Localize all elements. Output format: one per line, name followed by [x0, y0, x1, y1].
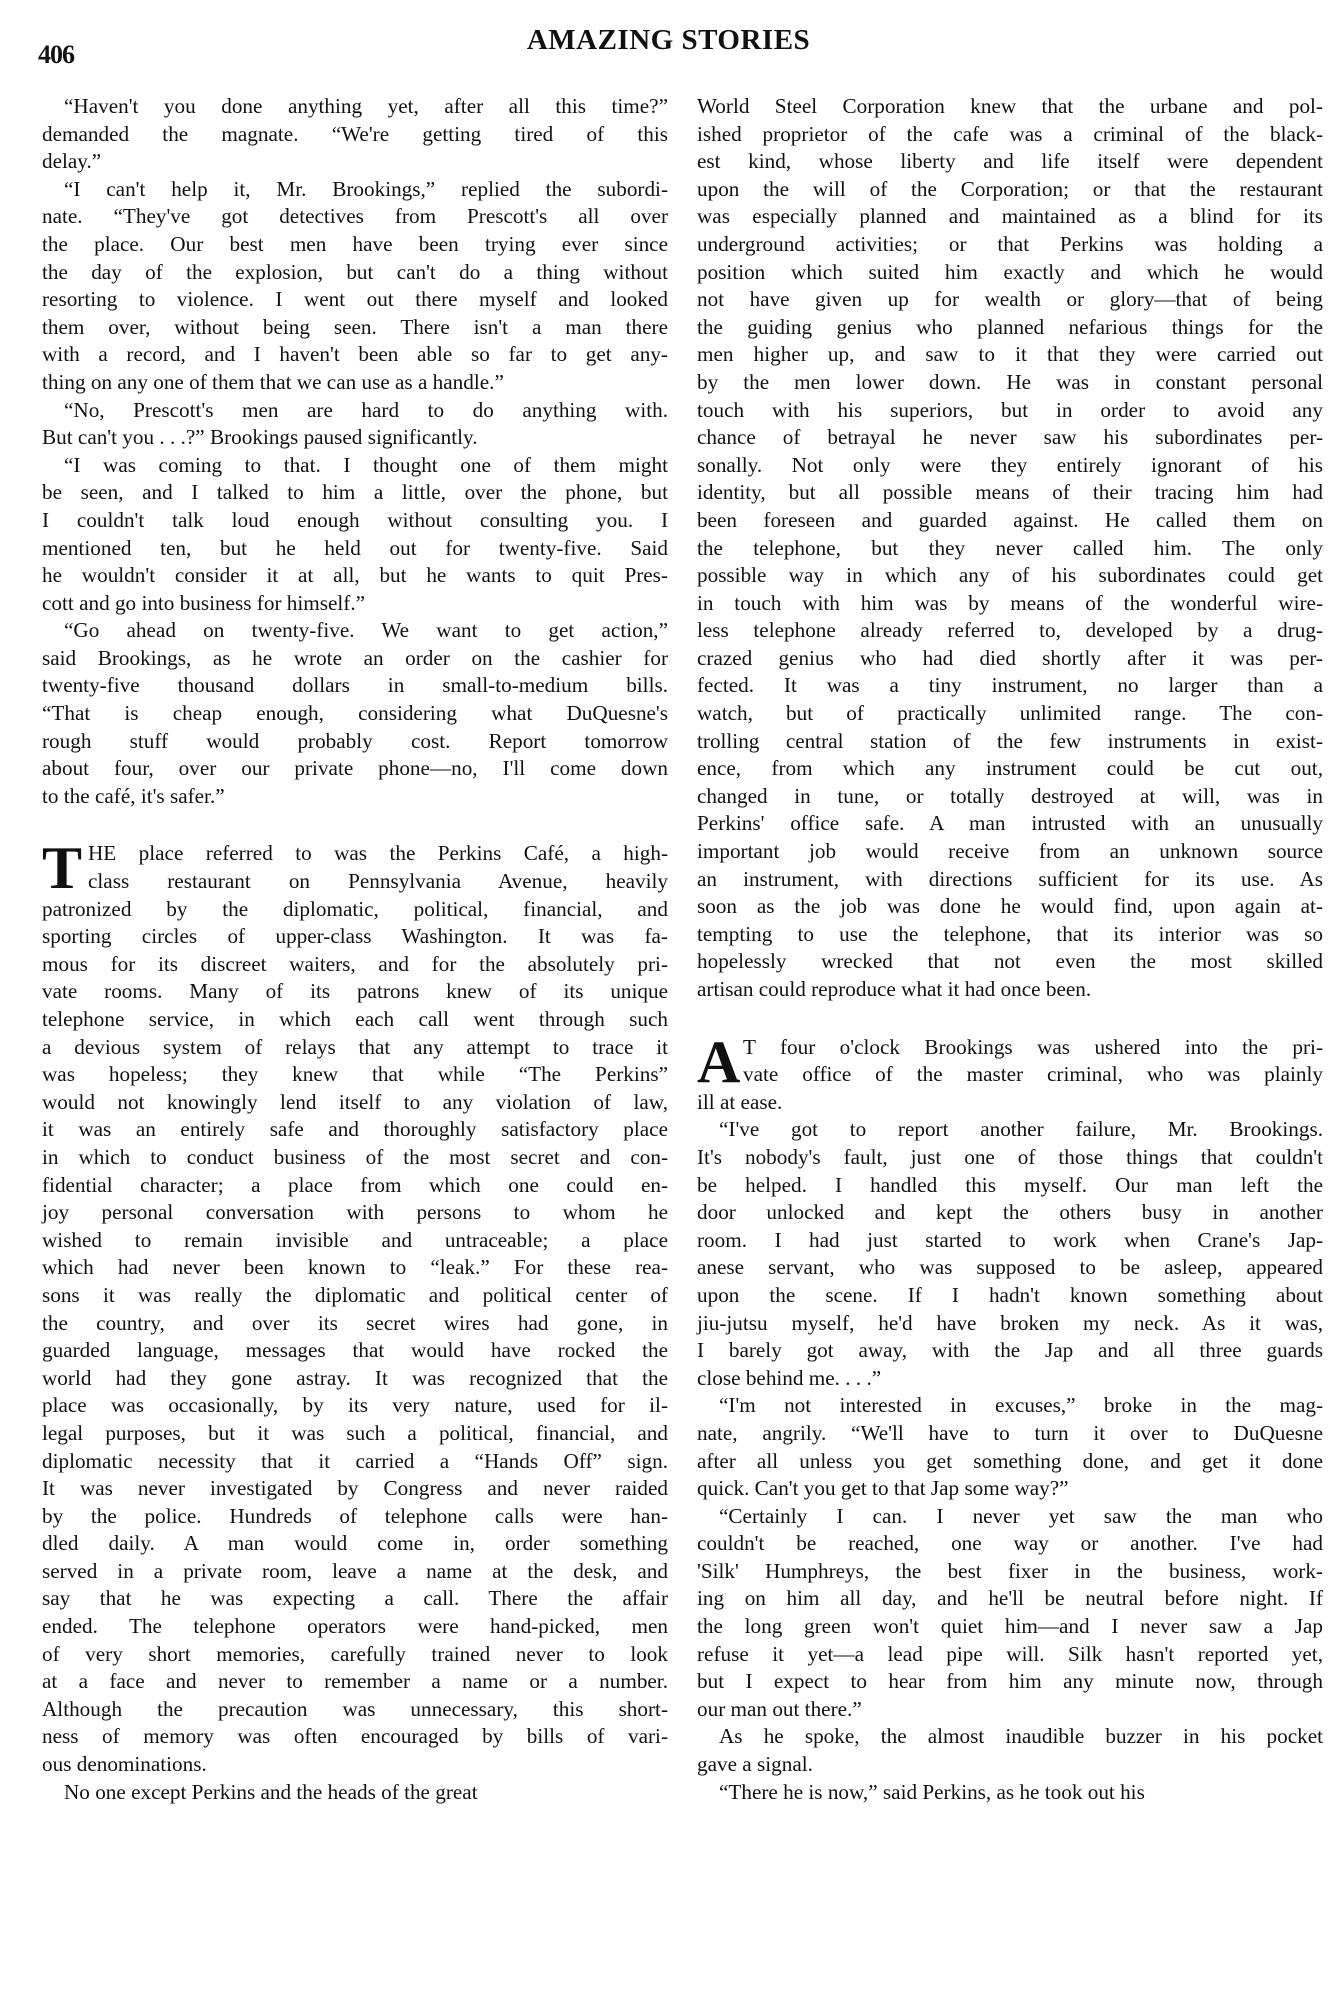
text-line: say that he was expecting a call. There the affair [42, 1586, 668, 1611]
text-line: touch with his superiors, but in order to avoid any [697, 397, 1323, 422]
text-line: room. I had just started to work when Crane's Jap- [697, 1227, 1323, 1252]
text-line: but I expect to hear from him any minute now, through [697, 1669, 1323, 1694]
text-line: jiu-jutsu myself, he'd have broken my neck. As it was, [697, 1310, 1323, 1335]
text-line: be seen, and I talked to him a little, over the phone, but [42, 480, 668, 505]
text-line: patronized by the diplomatic, political, financial, and [42, 896, 668, 921]
text-line: “Go ahead on twenty-five. We want to get action,” [64, 618, 668, 643]
text-line: changed in tune, or totally destroyed at will, was in [697, 783, 1323, 808]
text-line: identity, but all possible means of their tracing him had [697, 480, 1323, 505]
text-line: “Certainly I can. I never yet saw the man who [719, 1503, 1323, 1528]
text-line: legal purposes, but it was such a political, financial, and [42, 1420, 668, 1445]
text-line: the long green won't quiet him—and I never saw a Jap [697, 1614, 1323, 1639]
text-line: ing on him all day, and he'll be neutral before night. If [697, 1586, 1323, 1611]
text-line: been foreseen and guarded against. He called them on [697, 507, 1323, 532]
text-line: class restaurant on Pennsylvania Avenue, heavily [88, 869, 668, 894]
text-line: Although the precaution was unnecessary, this short- [42, 1696, 668, 1721]
text-line: he wouldn't consider it at all, but he wants to quit Pres- [42, 563, 668, 588]
text-line: fidential character; a place from which one could en- [42, 1172, 668, 1197]
text-line: would not knowingly lend itself to any violation of law, [42, 1089, 668, 1114]
text-line: tempting to use the telephone, that its interior was so [697, 921, 1323, 946]
left-block-2 [42, 835, 668, 1806]
text-line: to the café, it's safer.” [42, 783, 225, 808]
text-line: by the police. Hundreds of telephone calls were han- [42, 1503, 668, 1528]
right-block-2-lines [697, 1028, 1323, 1807]
text-line: place was occasionally, by its very nature, used for il- [42, 1393, 668, 1418]
text-line: guarded language, messages that would have rocked the [42, 1338, 668, 1363]
running-title: AMAZING STORIES [526, 24, 811, 56]
text-line: by the men lower down. He was in constant personal [697, 369, 1323, 394]
text-line: nate. “They've got detectives from Prescott's all over [42, 204, 668, 229]
text-line: ill at ease. [697, 1089, 783, 1114]
text-line: ished proprietor of the cafe was a criminal of the black- [697, 121, 1323, 146]
text-line: soon as the job was done he would find, upon again at- [697, 894, 1323, 919]
left-block-1 [42, 93, 668, 810]
drop-cap: T [42, 835, 83, 902]
text-line: upon the will of the Corporation; or that the restaurant [697, 176, 1323, 201]
text-line: thing on any one of them that we can use as a handle.” [42, 369, 504, 394]
text-line: trolling central station of the few instruments in exist- [697, 728, 1323, 753]
text-line: after all unless you get something done, and get it done [697, 1448, 1323, 1473]
text-line: “I've got to report another failure, Mr. Brookings. [719, 1117, 1323, 1142]
text-line: close behind me. . . .” [697, 1365, 882, 1390]
text-line: at a face and never to remember a name or a number. [42, 1669, 668, 1694]
text-line: quick. Can't you get to that Jap some way?” [697, 1476, 1069, 1501]
text-line: gave a signal. [697, 1752, 813, 1777]
text-line: said Brookings, as he wrote an order on the cashier for [42, 645, 668, 670]
text-line: No one except Perkins and the heads of the great [64, 1779, 478, 1804]
text-line: hopelessly wrecked that not even the most skilled [697, 949, 1323, 974]
text-line: it was an entirely safe and thoroughly satisfactory place [42, 1117, 668, 1142]
section-break [697, 1004, 1323, 1034]
text-line: vate rooms. Many of its patrons knew of its unique [42, 979, 668, 1004]
text-line: fected. It was a tiny instrument, no larger than a [697, 673, 1323, 698]
text-line: the telephone, but they never called him. The only [697, 535, 1323, 560]
text-line: vate office of the master criminal, who was plainly [743, 1062, 1323, 1087]
text-line: ended. The telephone operators were hand-picked, men [42, 1614, 668, 1639]
text-line: about four, over our private phone—no, I'll come down [42, 756, 668, 781]
text-line: It was never investigated by Congress and never raided [42, 1476, 668, 1501]
text-line: “Haven't you done anything yet, after all this time?” [64, 94, 668, 118]
text-line: I barely got away, with the Jap and all three guards [697, 1338, 1323, 1363]
text-line: the place. Our best men have been trying ever since [42, 231, 668, 256]
text-line: the guiding genius who planned nefarious things for the [697, 314, 1323, 339]
text-line: rough stuff would probably cost. Report tomorrow [42, 728, 668, 753]
text-line: delay.” [42, 149, 102, 174]
text-line: crazed genius who had died shortly after it was per- [697, 645, 1323, 670]
text-line: not have given up for wealth or glory—that of being [697, 287, 1323, 312]
text-line: “I can't help it, Mr. Brookings,” replied the subordi- [64, 176, 668, 201]
text-line: possible way in which any of his subordinates could get [697, 563, 1323, 588]
text-line: less telephone already referred to, developed by a drug- [697, 618, 1323, 643]
text-line: Perkins' office safe. A man intrusted with an unusually [697, 811, 1323, 836]
text-line: joy personal conversation with persons to whom he [42, 1200, 668, 1225]
text-line: chance of betrayal he never saw his subordinates per- [697, 425, 1323, 450]
text-line: couldn't be reached, one way or another. I've had [697, 1531, 1323, 1556]
text-line: anese servant, who was supposed to be asleep, appeared [697, 1255, 1323, 1280]
text-line: in which to conduct business of the most secret and con- [42, 1144, 668, 1169]
text-line: nate, angrily. “We'll have to turn it over to DuQuesne [697, 1420, 1323, 1445]
text-line: “There he is now,” said Perkins, as he took out his [719, 1779, 1145, 1804]
right-column [697, 93, 1323, 1806]
text-line: twenty-five thousand dollars in small-to-medium bills. [42, 673, 668, 698]
text-line: “I'm not interested in excuses,” broke in the mag- [719, 1393, 1323, 1418]
text-line: sonally. Not only were they entirely ignorant of his [697, 452, 1323, 477]
text-line: mous for its discreet waiters, and for the absolutely pri- [42, 951, 668, 976]
right-block-2 [697, 1028, 1323, 1807]
text-line: the day of the explosion, but can't do a thing without [42, 259, 668, 284]
drop-cap: A [697, 1028, 741, 1095]
text-line: the country, and over its secret wires had gone, in [42, 1310, 668, 1335]
text-line: telephone service, in which each call went through such [42, 1007, 668, 1031]
text-line: wished to remain invisible and untraceable; a place [42, 1227, 668, 1252]
text-line: them over, without being seen. There isn't a man there [42, 314, 668, 339]
text-line: I couldn't talk loud enough without consulting you. I [42, 507, 668, 532]
text-line: served in a private room, leave a name at the desk, and [42, 1558, 668, 1583]
text-line: watch, but of practically unlimited range. The con- [697, 701, 1323, 726]
text-line: But can't you . . .?” Brookings paused significantly. [42, 425, 478, 450]
text-line: “I was coming to that. I thought one of them might [64, 452, 668, 477]
right-block-1 [697, 93, 1323, 1004]
text-line: underground activities; or that Perkins was holding a [697, 231, 1323, 256]
text-line: our man out there.” [697, 1696, 862, 1721]
page-number: 406 [38, 40, 74, 69]
text-line: est kind, whose liberty and life itself were dependent [697, 149, 1323, 174]
text-line: upon the scene. If I hadn't known something about [697, 1282, 1323, 1307]
text-line: an instrument, with directions sufficient for its use. As [697, 866, 1323, 891]
text-line: sons it was really the diplomatic and political center of [42, 1282, 668, 1307]
section-break [42, 810, 668, 840]
text-line: which had never been known to “leak.” For these rea- [42, 1255, 668, 1280]
text-line: “No, Prescott's men are hard to do anything with. [64, 397, 668, 422]
text-line: with a record, and I haven't been able so far to get any- [42, 342, 668, 367]
text-line: men higher up, and saw to it that they were carried out [697, 342, 1323, 367]
text-line: As he spoke, the almost inaudible buzzer in his pocket [719, 1724, 1323, 1749]
text-line: position which suited him exactly and which he would [697, 259, 1323, 284]
text-line: ence, from which any instrument could be cut out, [697, 756, 1323, 781]
left-block-2-lines [42, 835, 668, 1806]
text-line: T four o'clock Brookings was ushered into the pri- [743, 1034, 1323, 1059]
text-line: ness of memory was often encouraged by bills of vari- [42, 1724, 668, 1749]
text-line: It's nobody's fault, just one of those things that couldn't [697, 1144, 1323, 1169]
text-line: resorting to violence. I went out there myself and looked [42, 287, 668, 312]
text-line: diplomatic necessity that it carried a “Hands Off” sign. [42, 1448, 668, 1473]
text-line: dled daily. A man would come in, order something [42, 1531, 668, 1556]
left-column [42, 93, 668, 1806]
text-line: World Steel Corporation knew that the urbane and pol- [697, 94, 1323, 118]
text-line: “That is cheap enough, considering what DuQuesne's [42, 701, 668, 726]
text-line: refuse it yet—a lead pipe will. Silk hasn't reported yet, [697, 1641, 1323, 1666]
text-line: artisan could reproduce what it had once been. [697, 977, 1092, 1001]
text-line: sporting circles of upper-class Washington. It was fa- [42, 924, 668, 949]
text-line: was especially planned and maintained as a blind for its [697, 204, 1323, 229]
text-line: was hopeless; they knew that while “The Perkins” [42, 1062, 668, 1087]
text-line: cott and go into business for himself.” [42, 590, 366, 615]
text-line: a devious system of relays that any attempt to trace it [42, 1034, 668, 1059]
text-line: door unlocked and kept the others busy in another [697, 1200, 1323, 1225]
text-line: in touch with him was by means of the wonderful wire- [697, 590, 1323, 615]
text-line: be helped. I handled this myself. Our man left the [697, 1172, 1323, 1197]
text-line: world had they gone astray. It was recognized that the [42, 1365, 668, 1390]
text-line: 'Silk' Humphreys, the best fixer in the business, work- [697, 1558, 1323, 1583]
text-line: of very short memories, carefully trained never to look [42, 1641, 668, 1666]
text-line: important job would receive from an unknown source [697, 839, 1323, 864]
text-line: demanded the magnate. “We're getting tired of this [42, 121, 668, 146]
text-line: ous denominations. [42, 1752, 207, 1777]
text-line: HE place referred to was the Perkins Café, a high- [88, 841, 668, 866]
text-line: mentioned ten, but he held out for twenty-five. Said [42, 535, 668, 560]
